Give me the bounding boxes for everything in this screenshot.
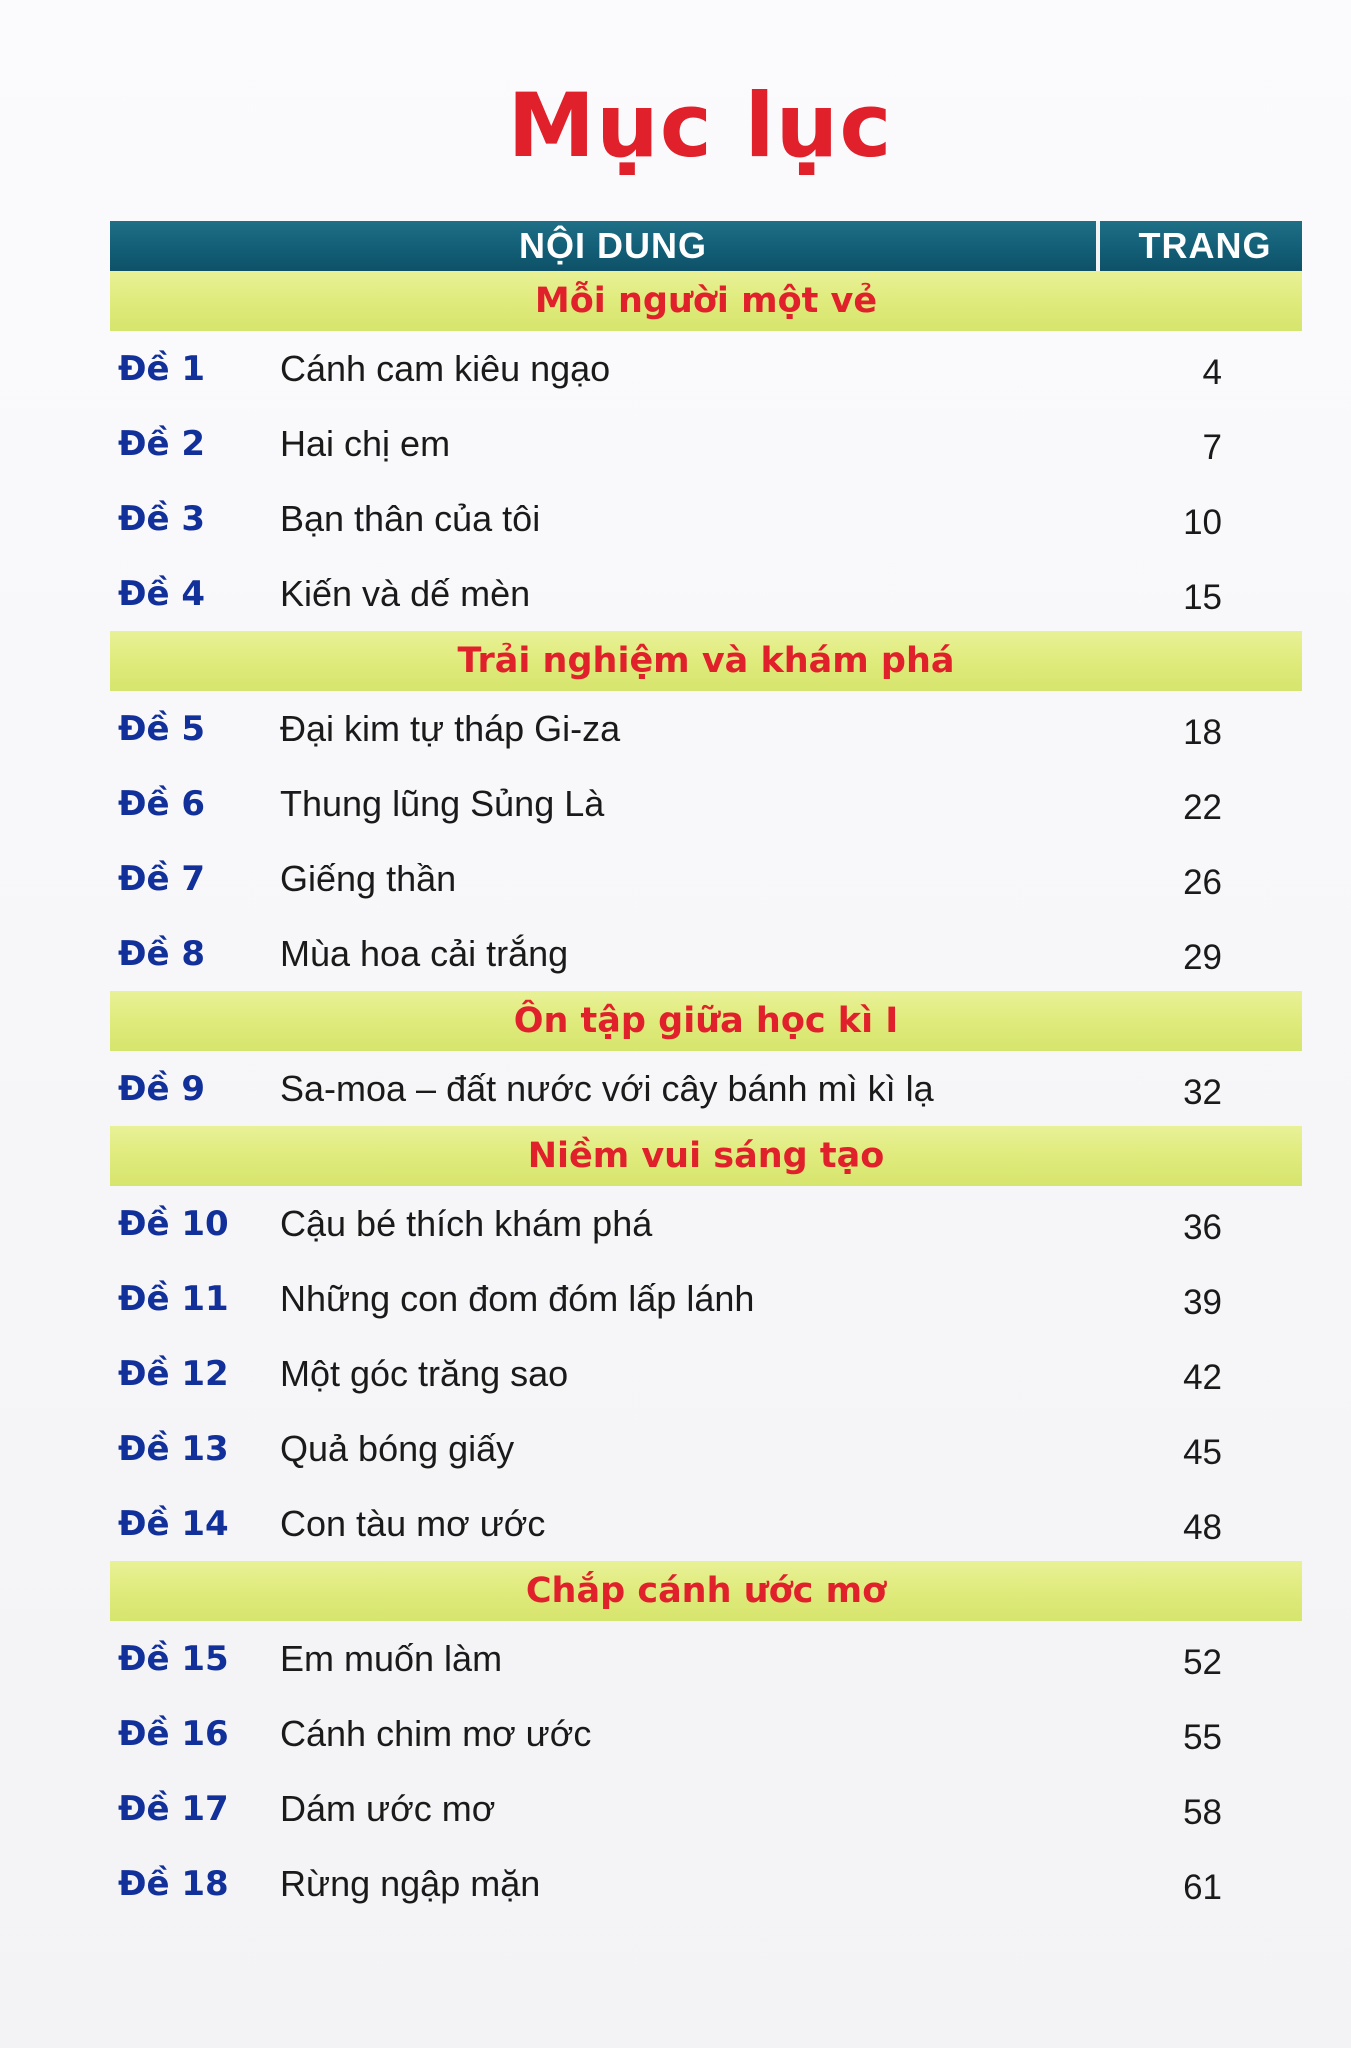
- page-title: Mục lục: [507, 74, 893, 177]
- entry-title: Cánh chim mơ ước: [280, 1712, 592, 1754]
- entry-code: Đề 4: [118, 573, 206, 614]
- entry-title: Cánh cam kiêu ngạo: [280, 347, 611, 389]
- entry-page-number: 10: [1183, 502, 1222, 542]
- toc-entry[interactable]: [110, 1696, 1302, 1771]
- entry-title: Kiến và dế mèn: [280, 572, 531, 614]
- entry-page-number: 58: [1183, 1792, 1222, 1832]
- entry-page-number: 18: [1183, 712, 1222, 752]
- entry-title: Những con đom đóm lấp lánh: [280, 1277, 755, 1319]
- toc-entry[interactable]: [110, 1771, 1302, 1846]
- toc-entry[interactable]: [110, 406, 1302, 481]
- entry-title: Giếng thần: [280, 857, 457, 899]
- toc-entry[interactable]: [110, 481, 1302, 556]
- entry-title: Con tàu mơ ước: [280, 1502, 546, 1544]
- entry-page-number: 26: [1183, 862, 1222, 902]
- entry-code: Đề 15: [118, 1638, 229, 1679]
- entry-title: Bạn thân của tôi: [280, 497, 541, 539]
- entry-page-number: 61: [1183, 1867, 1222, 1907]
- toc-entry[interactable]: [110, 841, 1302, 916]
- toc-entry[interactable]: [110, 556, 1302, 631]
- toc-entry[interactable]: [110, 1846, 1302, 1921]
- entry-title: Thung lũng Sủng Là: [280, 782, 605, 824]
- entry-page-number: 36: [1183, 1207, 1222, 1247]
- table-of-contents: [110, 221, 1302, 1921]
- entry-code: Đề 9: [118, 1068, 206, 1109]
- entry-code: Đề 16: [118, 1713, 229, 1754]
- entry-code: Đề 5: [118, 708, 206, 749]
- entry-code: Đề 18: [118, 1863, 229, 1904]
- entry-page-number: 48: [1183, 1507, 1222, 1547]
- toc-entry[interactable]: [110, 1621, 1302, 1696]
- entry-code: Đề 13: [118, 1428, 229, 1469]
- entry-code: Đề 3: [118, 498, 206, 539]
- entry-code: Đề 1: [118, 348, 206, 389]
- entry-title: Dám ước mơ: [280, 1787, 496, 1829]
- entry-page-number: 22: [1183, 787, 1222, 827]
- toc-entry[interactable]: [110, 1261, 1302, 1336]
- section-header: Ôn tập giữa học kì I: [110, 991, 1302, 1051]
- section-header: Mỗi người một vẻ: [110, 271, 1302, 331]
- entry-code: Đề 14: [118, 1503, 229, 1544]
- entry-title: Em muốn làm: [280, 1637, 503, 1679]
- section-header: Niềm vui sáng tạo: [110, 1126, 1302, 1186]
- toc-entry[interactable]: [110, 1411, 1302, 1486]
- entry-page-number: 32: [1183, 1072, 1222, 1112]
- entry-page-number: 52: [1183, 1642, 1222, 1682]
- entry-title: Mùa hoa cải trắng: [280, 932, 569, 974]
- entry-page-number: 39: [1183, 1282, 1222, 1322]
- table-header: [110, 221, 1302, 271]
- entry-page-number: 45: [1183, 1432, 1222, 1472]
- entry-code: Đề 7: [118, 858, 206, 899]
- section-header: Trải nghiệm và khám phá: [110, 631, 1302, 691]
- entry-title: Hai chị em: [280, 422, 451, 464]
- entry-page-number: 55: [1183, 1717, 1222, 1757]
- entry-title: Sa-moa – đất nước với cây bánh mì kì lạ: [280, 1067, 934, 1109]
- entry-page-number: 42: [1183, 1357, 1222, 1397]
- entry-title: Đại kim tự tháp Gi-za: [280, 707, 621, 749]
- entry-code: Đề 2: [118, 423, 206, 464]
- entry-page-number: 15: [1183, 577, 1222, 617]
- entry-code: Đề 10: [118, 1203, 229, 1244]
- entry-title: Một góc trăng sao: [280, 1352, 569, 1394]
- entry-code: Đề 6: [118, 783, 206, 824]
- toc-body: [110, 271, 1302, 1921]
- entry-page-number: 29: [1183, 937, 1222, 977]
- entry-title: Quả bóng giấy: [280, 1427, 515, 1469]
- entry-code: Đề 17: [118, 1788, 229, 1829]
- entry-page-number: 7: [1202, 427, 1222, 467]
- toc-entry[interactable]: [110, 331, 1302, 406]
- entry-title: Rừng ngập mặn: [280, 1862, 541, 1904]
- entry-page-number: 4: [1202, 352, 1222, 392]
- header-content-label: NỘI DUNG: [110, 221, 1100, 271]
- entry-code: Đề 8: [118, 933, 206, 974]
- toc-entry[interactable]: [110, 1051, 1302, 1126]
- toc-entry[interactable]: [110, 766, 1302, 841]
- section-header: Chắp cánh ước mơ: [110, 1561, 1302, 1621]
- toc-entry[interactable]: [110, 1336, 1302, 1411]
- toc-entry[interactable]: [110, 916, 1302, 991]
- toc-entry[interactable]: [110, 1186, 1302, 1261]
- toc-entry[interactable]: [110, 1486, 1302, 1561]
- toc-entry[interactable]: [110, 691, 1302, 766]
- entry-code: Đề 11: [118, 1278, 229, 1319]
- entry-code: Đề 12: [118, 1353, 229, 1394]
- header-page-label: TRANG: [1138, 225, 1272, 266]
- entry-title: Cậu bé thích khám phá: [280, 1202, 653, 1244]
